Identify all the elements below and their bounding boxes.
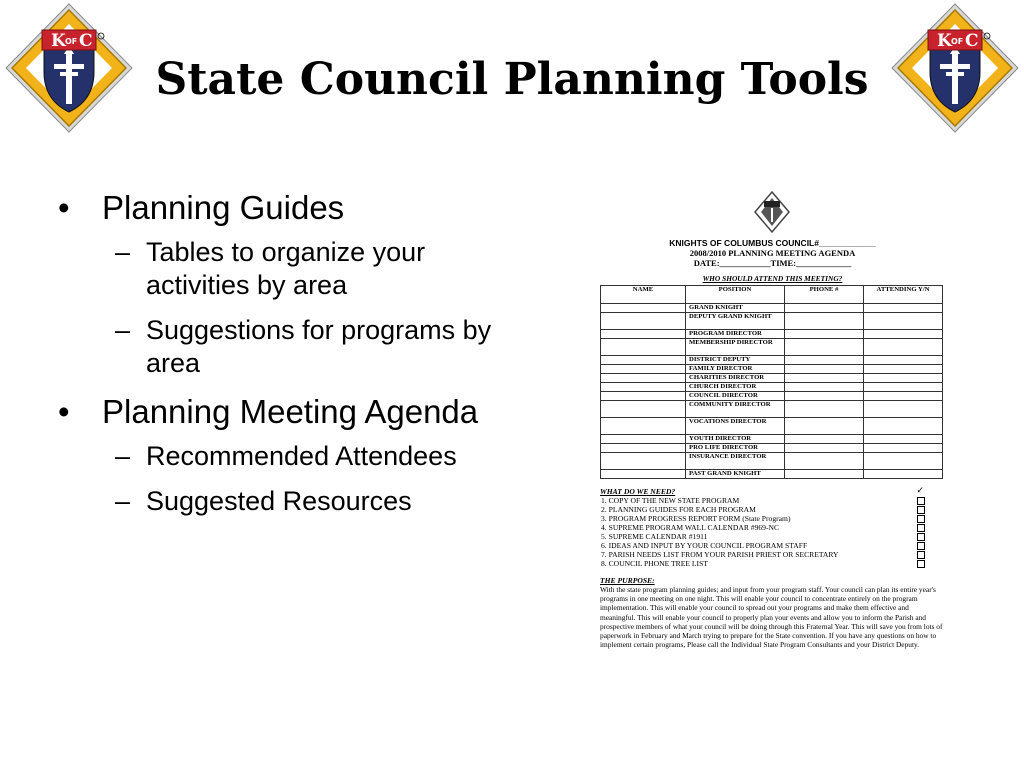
sub-bullet-item: – Tables to organize your activities by area: [115, 237, 426, 300]
checkbox-icon: [917, 497, 925, 505]
table-row: [601, 435, 943, 444]
needs-item-text: 1. COPY OF THE NEW STATE PROGRAM: [601, 496, 740, 505]
position-cell: PAST GRAND KNIGHT: [686, 470, 785, 479]
table-row: [601, 418, 943, 435]
table-row: [601, 339, 943, 356]
needs-item-text: 7. PARISH NEEDS LIST FROM YOUR PARISH PRIEST OR SECRETARY: [601, 550, 839, 559]
header-phone: PHONE #: [785, 286, 864, 304]
table-row: [601, 356, 943, 365]
purpose-text: With the state program planning guides; and input from your program staff. Your council can plan its entire year's programs in one meeting on one night. This will enable your council to concentrate entirely on the program implementation. This will enable your council to spread out your programs and make them effective and meaningful. This will enable your council to properly plan your events and allow you to inform the Parish and prospective members of what your council will be doing through this Fraternal Year. This will save you from lots of paperwork in February and March trying to prepare for the State convention. If you have any questions on how to implement certain programs, Please call the Individual State Program Consultants and your District Deputy.: [600, 585, 943, 650]
bullet-item: • Planning Meeting Agenda: [58, 393, 479, 430]
table-row: [601, 453, 943, 470]
needs-item-text: 4. SUPREME PROGRAM WALL CALENDAR #969-NC: [601, 523, 780, 532]
logo-letter-k: K: [51, 31, 66, 51]
needs-item: [600, 541, 945, 550]
sub-bullet-item: – Suggestions for programs by area: [115, 315, 492, 378]
needs-item-text: 5. SUPREME CALENDAR #1911: [601, 532, 708, 541]
position-cell: DISTRICT DEPUTY: [686, 356, 785, 365]
position-cell: PROGRAM DIRECTOR: [686, 330, 785, 339]
sub-bullet-item: – Recommended Attendees: [115, 441, 457, 471]
sub-bullet-text: Suggestions for programs by area: [146, 315, 492, 378]
bullet-item: • Planning Guides: [58, 189, 345, 226]
position-cell: INSURANCE DIRECTOR: [686, 453, 785, 470]
checkbox-icon: [917, 506, 925, 514]
bullet-text: Planning Meeting Agenda: [102, 393, 479, 430]
needs-title: WHAT DO WE NEED?: [600, 487, 676, 496]
table-row: [601, 330, 943, 339]
header-attending: ATTENDING Y/N: [864, 286, 943, 304]
kofc-emblem-right: [890, 2, 1020, 134]
position-cell: FAMILY DIRECTOR: [686, 365, 785, 374]
needs-item: [600, 514, 945, 523]
bullet-list: [58, 188, 498, 530]
needs-item-text: 2. PLANNING GUIDES FOR EACH PROGRAM: [601, 505, 756, 514]
needs-item-text: 8. COUNCIL PHONE TREE LIST: [601, 559, 708, 568]
logo-letter-of: OF: [951, 37, 964, 46]
purpose-title: THE PURPOSE:: [600, 576, 655, 585]
position-cell: VOCATIONS DIRECTOR: [686, 418, 785, 435]
position-cell: CHURCH DIRECTOR: [686, 383, 785, 392]
agenda-document-image: [585, 190, 955, 710]
agenda-line: 2008/2010 PLANNING MEETING AGENDA: [689, 248, 856, 258]
document-emblem-icon: [600, 190, 945, 236]
needs-item: [600, 532, 945, 541]
checkbox-icon: [917, 542, 925, 550]
date-time-line: DATE:____________TIME:_____________: [693, 258, 852, 268]
position-cell: GRAND KNIGHT: [686, 304, 785, 313]
attend-question: WHO SHOULD ATTEND THIS MEETING?: [702, 274, 843, 283]
position-cell: DEPUTY GRAND KNIGHT: [686, 313, 785, 330]
needs-item: [600, 505, 945, 514]
table-row: [601, 365, 943, 374]
kofc-emblem-left: [4, 2, 134, 134]
council-line: KNIGHTS OF COLUMBUS COUNCIL#____________: [669, 238, 876, 248]
header-position: POSITION: [686, 286, 785, 304]
table-row: [601, 401, 943, 418]
needs-item: [600, 550, 945, 559]
position-cell: PRO LIFE DIRECTOR: [686, 444, 785, 453]
sub-bullet-text: Recommended Attendees: [146, 441, 457, 471]
bullet-text: Planning Guides: [102, 189, 345, 226]
checkbox-icon: [917, 560, 925, 568]
needs-item: [600, 523, 945, 532]
sub-bullet-text: Suggested Resources: [146, 486, 412, 516]
table-row: [601, 383, 943, 392]
attendees-table: [600, 285, 943, 479]
table-row: [601, 470, 943, 479]
needs-item: [600, 559, 945, 568]
table-row: [601, 313, 943, 330]
checkbox-icon: [917, 524, 925, 532]
needs-item-text: 3. PROGRAM PROGRESS REPORT FORM (State Program): [601, 514, 791, 523]
checkbox-icon: [917, 551, 925, 559]
table-row: [601, 304, 943, 313]
position-cell: CHARITIES DIRECTOR: [686, 374, 785, 383]
logo-letter-of: OF: [65, 37, 78, 46]
position-cell: COMMUNITY DIRECTOR: [686, 401, 785, 418]
table-row: [601, 374, 943, 383]
slide-title: State Council Planning Tools: [155, 54, 869, 105]
sub-bullet-text: Tables to organize your activities by area: [146, 237, 426, 300]
logo-letter-c: C: [965, 31, 979, 51]
sub-bullet-item: – Suggested Resources: [115, 486, 412, 516]
table-row: [601, 392, 943, 401]
position-cell: YOUTH DIRECTOR: [686, 435, 785, 444]
logo-letter-k: K: [937, 31, 952, 51]
position-cell: COUNCIL DIRECTOR: [686, 392, 785, 401]
checkbox-icon: [917, 515, 925, 523]
header-name: NAME: [601, 286, 686, 304]
table-row: [601, 444, 943, 453]
check-mark: ✓: [916, 485, 924, 495]
needs-item: [600, 496, 945, 505]
checkbox-icon: [917, 533, 925, 541]
needs-item-text: 6. IDEAS AND INPUT BY YOUR COUNCIL PROGRAM STAFF: [601, 541, 808, 550]
logo-letter-c: C: [79, 31, 93, 51]
position-cell: MEMBERSHIP DIRECTOR: [686, 339, 785, 356]
